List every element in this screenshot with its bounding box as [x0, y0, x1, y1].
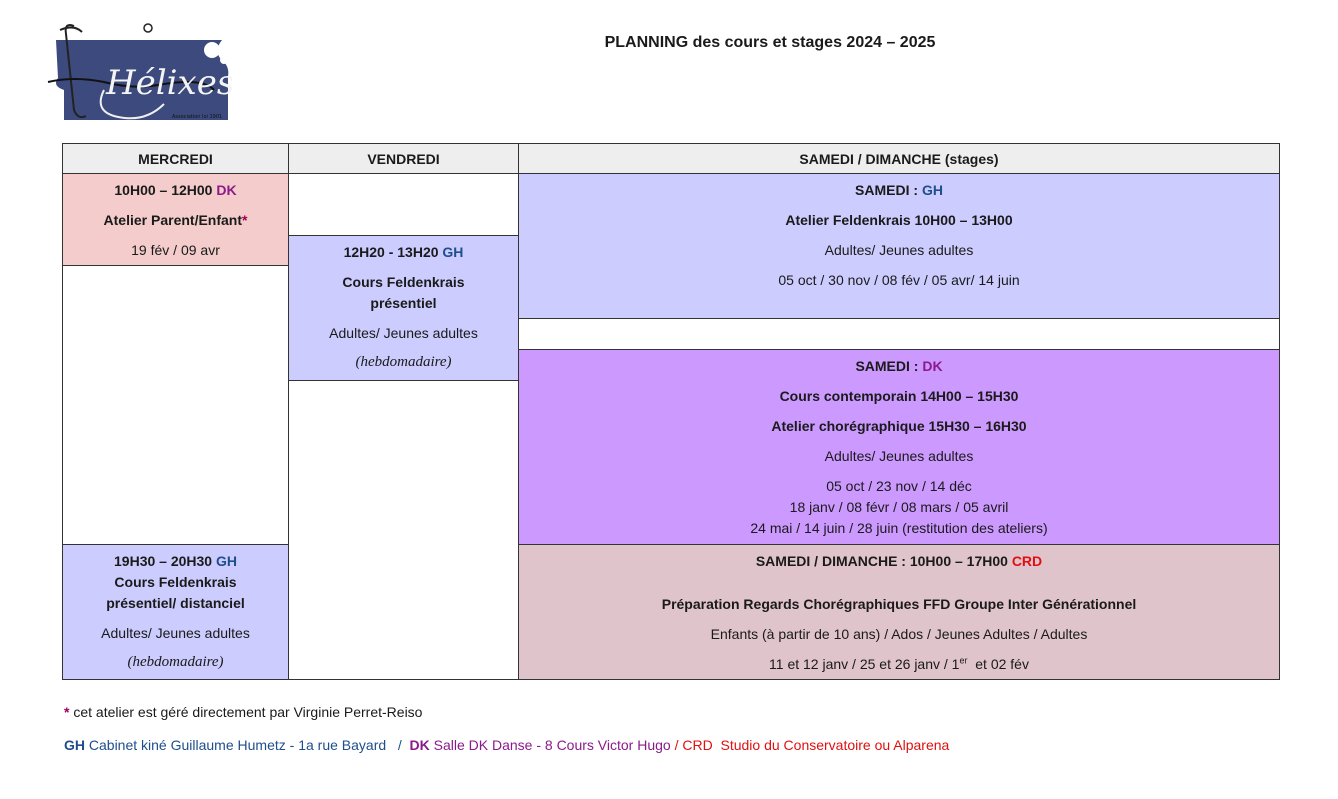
vendredi-cours-time: 12H20 - 13H20: [343, 244, 439, 260]
atelier-name: Atelier Parent/Enfant: [103, 212, 243, 228]
vendredi-cours-block: [288, 235, 519, 381]
weekend-crd-dates-a: 11 et 12 janv / 25 et 26 janv / 1: [769, 656, 960, 672]
legend-separator: /: [670, 737, 683, 753]
footnote: [64, 704, 422, 720]
atelier-time: 10H00 – 12H00: [114, 182, 213, 198]
weekend-crd-dates: [519, 654, 1279, 675]
weekend-crd-name: Préparation Regards Chorégraphiques FFD Groupe Inter Générationnel: [661, 596, 1137, 612]
helixes-logo: [44, 20, 232, 125]
legend-gh-tag: GH: [64, 737, 85, 753]
weekend-crd-public: Enfants (à partir de 10 ans) / Ados / Jeunes Adultes / Adultes: [710, 626, 1088, 642]
legend-gh-text: Cabinet kiné Guillaume Humetz - 1a rue Bayard: [85, 737, 391, 753]
mercredi-cours-name: Cours Feldenkrais: [114, 574, 237, 590]
column-header-mercredi: MERCREDI: [62, 143, 289, 174]
gh-tag: GH: [442, 244, 464, 260]
weekend-dk-block: [518, 349, 1280, 545]
weekend-crd-day: SAMEDI / DIMANCHE : 10H00 – 17H00: [755, 553, 1008, 569]
weekend-crd-dates-b: et 02 fév: [967, 656, 1029, 672]
vendredi-cours-frequency: (hebdomadaire): [355, 354, 452, 370]
weekend-dk-public: Adultes/ Jeunes adultes: [824, 448, 974, 464]
atelier-star: *: [242, 212, 248, 228]
page-title: PLANNING des cours et stages 2024 – 2025: [604, 34, 936, 51]
dk-tag: DK: [922, 358, 943, 374]
vendredi-cours-name: Cours Feldenkrais: [342, 274, 465, 290]
mercredi-cours-block: [62, 544, 289, 680]
weekend-dk-dates-3: 24 mai / 14 juin / 28 juin (restitution des ateliers): [750, 520, 1048, 536]
legend-dk-text: Salle DK Danse - 8 Cours Victor Hugo: [429, 737, 671, 753]
crd-tag: CRD: [1011, 553, 1043, 569]
weekend-gh-name: Atelier Feldenkrais 10H00 – 13H00: [785, 212, 1013, 228]
mercredi-cours-mode: présentiel/ distanciel: [106, 595, 245, 611]
mercredi-cours-time: 19H30 – 20H30: [114, 553, 213, 569]
legend: [64, 737, 949, 753]
mercredi-cours-public: Adultes/ Jeunes adultes: [101, 625, 250, 641]
footnote-star: *: [64, 704, 70, 720]
logo-subtitle: Association loi 1901: [172, 114, 223, 120]
weekend-gh-block: [518, 173, 1280, 319]
footnote-text: cet atelier est géré directement par Virginie Perret-Reiso: [69, 704, 423, 720]
mercredi-cours-frequency: (hebdomadaire): [127, 654, 224, 670]
weekend-dk-cours: Cours contemporain 14H00 – 15H30: [779, 388, 1019, 404]
vendredi-cours-public: Adultes/ Jeunes adultes: [329, 325, 478, 341]
weekend-dk-dates-2: 18 janv / 08 févr / 08 mars / 05 avril: [789, 499, 1009, 515]
weekend-gh-dates: 05 oct / 30 nov / 08 fév / 05 avr/ 14 juin: [778, 272, 1020, 288]
weekend-gh-day: SAMEDI :: [855, 182, 919, 198]
column-header-vendredi: VENDREDI: [288, 143, 519, 174]
weekend-dk-atelier: Atelier chorégraphique 15H30 – 16H30: [771, 418, 1027, 434]
gh-tag: GH: [215, 553, 237, 569]
weekend-crd-block: [518, 544, 1280, 680]
mercredi-atelier-block: [62, 173, 289, 266]
weekend-dk-dates-1: 05 oct / 23 nov / 14 déc: [826, 478, 972, 494]
legend-separator: /: [390, 737, 410, 753]
vendredi-cours-mode: présentiel: [370, 295, 437, 311]
weekend-crd-dates-sup: er: [959, 655, 968, 666]
gh-tag: GH: [921, 182, 943, 198]
legend-crd-tag: CRD: [682, 737, 713, 753]
atelier-dates: 19 fév / 09 avr: [131, 242, 220, 258]
weekend-gh-public: Adultes/ Jeunes adultes: [824, 242, 974, 258]
legend-dk-tag: DK: [409, 737, 430, 753]
column-header-weekend: SAMEDI / DIMANCHE (stages): [518, 143, 1280, 174]
logo-text: Hélixes: [106, 63, 232, 103]
weekend-dk-day: SAMEDI :: [855, 358, 919, 374]
dk-tag: DK: [216, 182, 237, 198]
legend-crd-text: Studio du Conservatoire ou Alparena: [712, 737, 950, 753]
